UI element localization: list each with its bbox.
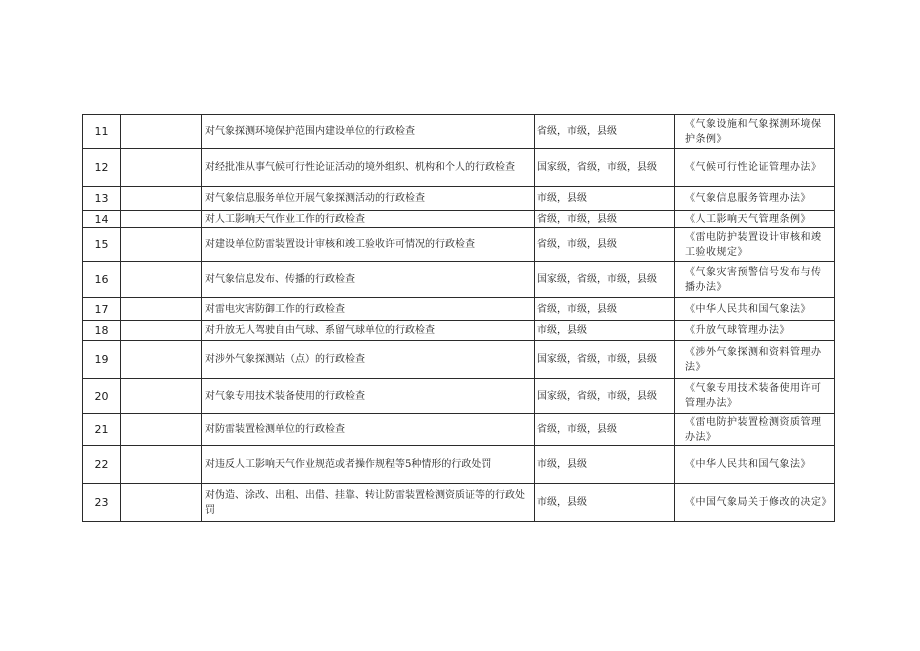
item-name: 对违反人工影响天气作业规范或者操作规程等5种情形的行政处罚 <box>202 446 535 484</box>
row-number: 14 <box>83 211 121 228</box>
row-number: 16 <box>83 262 121 298</box>
legal-basis: 《气候可行性论证管理办法》 <box>675 149 835 187</box>
table-row <box>83 414 835 446</box>
row-number: 20 <box>83 379 121 414</box>
legal-basis: 《气象灾害预警信号发布与传播办法》 <box>675 262 835 298</box>
legal-basis: 《气象专用技术装备使用许可管理办法》 <box>675 379 835 414</box>
level: 国家级，省级，市级，县级 <box>535 149 675 187</box>
legal-basis: 《气象信息服务管理办法》 <box>675 187 835 211</box>
item-name: 对气象专用技术装备使用的行政检查 <box>202 379 535 414</box>
legal-basis: 《人工影响天气管理条例》 <box>675 211 835 228</box>
level: 省级，市级，县级 <box>535 228 675 262</box>
table-row <box>83 298 835 321</box>
empty-cell <box>121 262 202 298</box>
level: 国家级，省级，市级，县级 <box>535 379 675 414</box>
legal-basis: 《雷电防护装置检测资质管理办法》 <box>675 414 835 446</box>
empty-cell <box>121 211 202 228</box>
item-name: 对气象探测环境保护范围内建设单位的行政检查 <box>202 115 535 149</box>
level: 省级，市级，县级 <box>535 115 675 149</box>
legal-basis: 《气象设施和气象探测环境保护条例》 <box>675 115 835 149</box>
empty-cell <box>121 298 202 321</box>
legal-basis: 《中国气象局关于修改的决定》 <box>675 484 835 522</box>
level: 省级，市级，县级 <box>535 211 675 228</box>
item-name: 对伪造、涂改、出租、出借、挂靠、转让防雷装置检测资质证等的行政处罚 <box>202 484 535 522</box>
row-number: 18 <box>83 321 121 341</box>
item-name: 对升放无人驾驶自由气球、系留气球单位的行政检查 <box>202 321 535 341</box>
row-number: 13 <box>83 187 121 211</box>
row-number: 19 <box>83 341 121 379</box>
empty-cell <box>121 187 202 211</box>
row-number: 11 <box>83 115 121 149</box>
administrative-inspection-table <box>82 114 835 522</box>
row-number: 21 <box>83 414 121 446</box>
table-row <box>83 379 835 414</box>
row-number: 17 <box>83 298 121 321</box>
legal-basis: 《涉外气象探测和资料管理办法》 <box>675 341 835 379</box>
row-number: 23 <box>83 484 121 522</box>
table-row <box>83 228 835 262</box>
empty-cell <box>121 484 202 522</box>
empty-cell <box>121 341 202 379</box>
empty-cell <box>121 379 202 414</box>
level: 国家级，省级，市级，县级 <box>535 262 675 298</box>
table-row <box>83 211 835 228</box>
level: 市级，县级 <box>535 187 675 211</box>
row-number: 12 <box>83 149 121 187</box>
empty-cell <box>121 321 202 341</box>
item-name: 对气象信息发布、传播的行政检查 <box>202 262 535 298</box>
legal-basis: 《中华人民共和国气象法》 <box>675 446 835 484</box>
table-row <box>83 484 835 522</box>
table-row <box>83 187 835 211</box>
empty-cell <box>121 414 202 446</box>
empty-cell <box>121 446 202 484</box>
level: 市级，县级 <box>535 321 675 341</box>
level: 市级，县级 <box>535 484 675 522</box>
empty-cell <box>121 228 202 262</box>
table-row <box>83 115 835 149</box>
item-name: 对防雷装置检测单位的行政检查 <box>202 414 535 446</box>
empty-cell <box>121 149 202 187</box>
item-name: 对人工影响天气作业工作的行政检查 <box>202 211 535 228</box>
item-name: 对涉外气象探测站（点）的行政检查 <box>202 341 535 379</box>
legal-basis: 《升放气球管理办法》 <box>675 321 835 341</box>
table-row <box>83 321 835 341</box>
item-name: 对气象信息服务单位开展气象探测活动的行政检查 <box>202 187 535 211</box>
table-row <box>83 149 835 187</box>
level: 国家级，省级，市级，县级 <box>535 341 675 379</box>
item-name: 对雷电灾害防御工作的行政检查 <box>202 298 535 321</box>
level: 市级，县级 <box>535 446 675 484</box>
legal-basis: 《中华人民共和国气象法》 <box>675 298 835 321</box>
item-name: 对建设单位防雷装置设计审核和竣工验收许可情况的行政检查 <box>202 228 535 262</box>
level: 省级，市级，县级 <box>535 298 675 321</box>
row-number: 15 <box>83 228 121 262</box>
table-row <box>83 262 835 298</box>
empty-cell <box>121 115 202 149</box>
level: 省级，市级，县级 <box>535 414 675 446</box>
item-name: 对经批准从事气候可行性论证活动的境外组织、机构和个人的行政检查 <box>202 149 535 187</box>
row-number: 22 <box>83 446 121 484</box>
legal-basis: 《雷电防护装置设计审核和竣工验收规定》 <box>675 228 835 262</box>
table-row <box>83 341 835 379</box>
table-row <box>83 446 835 484</box>
